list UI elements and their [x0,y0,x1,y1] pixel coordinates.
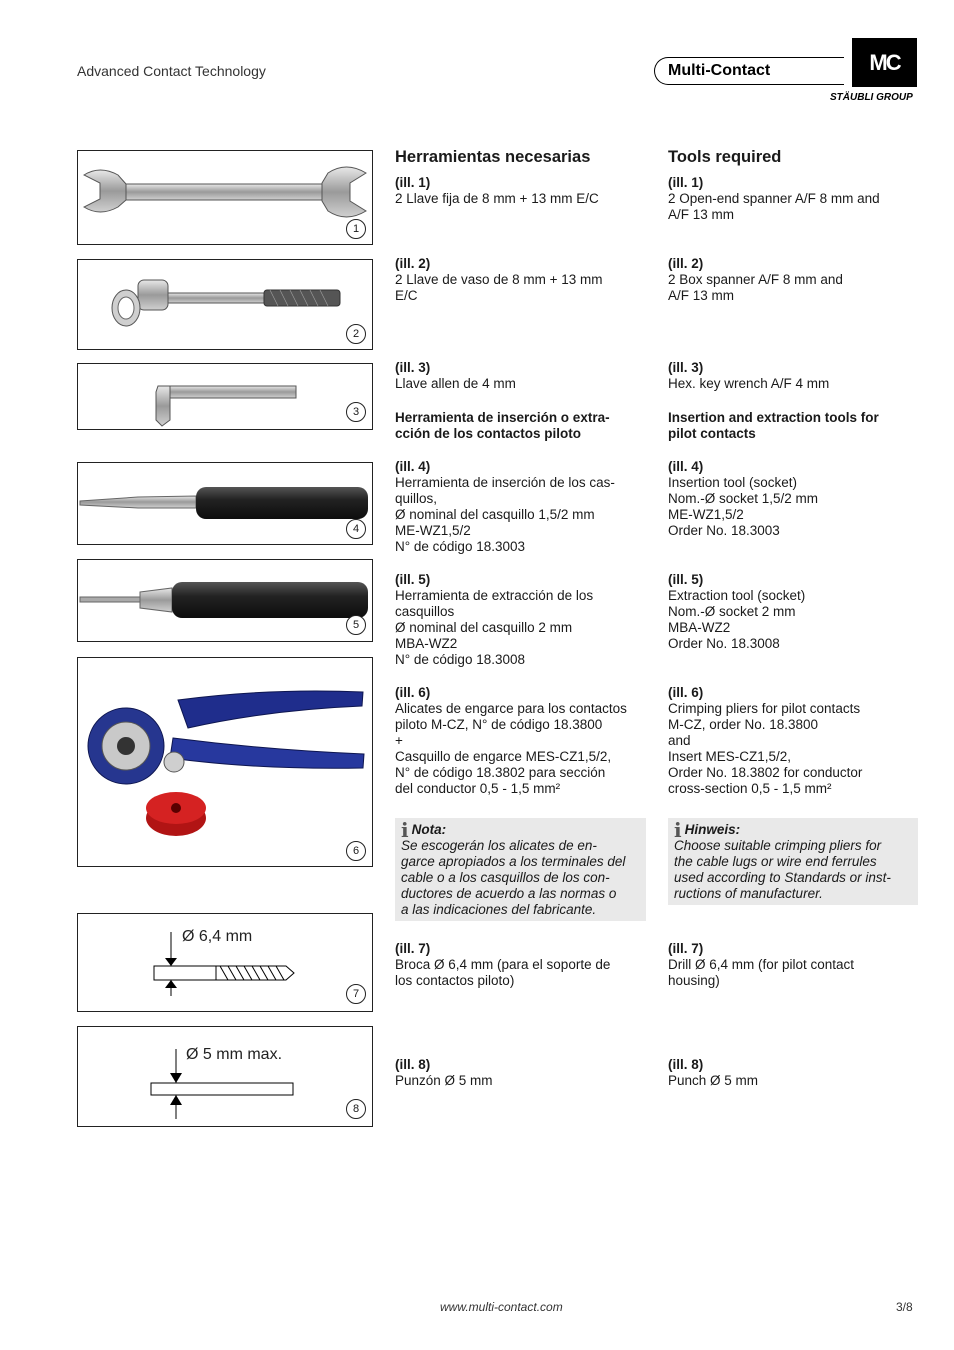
group-label: STÄUBLI GROUP [830,92,913,103]
figure-number: 1 [346,219,366,239]
item-4-es: (ill. 4) Herramienta de inserción de los cas- quillos, Ø nominal del casquillo 1,5/2 mm ME-WZ1,5/2 N° de código 18.3003 [395,459,615,554]
figure-number: 6 [346,841,366,861]
figure-number: 4 [346,519,366,539]
note-es: i Nota: Se escogerán los alicates de en- garce apropiados a los terminales del cable o a los casquillos de los con- ductores de acuerdo a las normas o a las indicaciones del fabricante. [395,818,646,921]
figure-4 [77,462,373,545]
figure-1 [77,150,373,245]
es-title: Herramientas necesarias [395,148,591,166]
figure-number: 3 [346,402,366,422]
brand-name: Multi-Contact [668,62,771,79]
item-7-en: (ill. 7) Drill Ø 6,4 mm (for pilot contact housing) [668,941,855,988]
open-end-spanner-icon [78,151,372,244]
crimping-pliers-icon [78,658,372,866]
item-1-es: (ill. 1) 2 Llave fija de 8 mm + 13 mm E/C [395,175,599,206]
es-subhead: Herramienta de inserción o extra- cción de los contactos piloto [395,410,610,441]
item-2-en: (ill. 2) 2 Box spanner A/F 8 mm and A/F 13 mm [668,256,843,303]
note-en: i Hinweis: Choose suitable crimping pliers for the cable lugs or wire end ferrules used according to Standards or inst- ructions of manufacturer. [668,818,918,905]
hex-key-icon [78,364,372,429]
item-6-es: (ill. 6) Alicates de engarce para los contactos piloto M-CZ, N° de código 18.3800 + Casquillo de engarce MES-CZ1,5/2, N° de código 18.3802 para sección del conductor 0,5 - 1,5 mm² [395,685,627,796]
info-icon: i [401,818,409,842]
info-icon: i [674,818,682,842]
en-subhead: Insertion and extraction tools for pilot contacts [668,410,879,441]
header-tagline: Advanced Contact Technology [77,63,266,79]
item-4-en: (ill. 4) Insertion tool (socket) Nom.-Ø socket 1,5/2 mm ME-WZ1,5/2 Order No. 18.3003 [668,459,819,538]
item-1-en: (ill. 1) 2 Open-end spanner A/F 8 mm and A/F 13 mm [668,175,880,222]
figure-2 [77,259,373,350]
item-3-en: (ill. 3) Hex. key wrench A/F 4 mm [668,360,830,391]
extraction-tool-icon [78,560,372,641]
figure-8 [77,1026,373,1127]
en-title: Tools required [668,148,782,166]
item-5-en: (ill. 5) Extraction tool (socket) Nom.-Ø socket 2 mm MBA-WZ2 Order No. 18.3008 [668,572,806,651]
footer-url[interactable]: www.multi-contact.com [440,1300,563,1314]
figure-3 [77,363,373,430]
punch-dimension-label: Ø 5 mm max. [186,1046,283,1063]
figure-7 [77,913,373,1012]
figure-number: 2 [346,324,366,344]
punch-icon [78,1027,372,1126]
drill-dimension-label: Ø 6,4 mm [182,928,253,945]
item-5-es: (ill. 5) Herramienta de extracción de los casquillos Ø nominal del casquillo 2 mm MBA-WZ2 N° de código 18.3008 [395,572,594,667]
figure-6 [77,657,373,867]
figure-number: 7 [346,984,366,1004]
item-3-es: (ill. 3) Llave allen de 4 mm [395,360,516,391]
figure-5 [77,559,373,642]
item-8-en: (ill. 8) Punch Ø 5 mm [668,1057,759,1088]
insertion-tool-icon [78,463,372,544]
box-spanner-icon [78,260,372,349]
figure-number: 8 [346,1099,366,1119]
item-6-en: (ill. 6) Crimping pliers for pilot contacts M-CZ, order No. 18.3800 and Insert MES-CZ1,5/2, Order No. 18.3802 for conductor cross-section 0,5 - 1,5 mm² [668,685,863,796]
item-8-es: (ill. 8) Punzón Ø 5 mm [395,1057,493,1088]
page-number: 3/8 [896,1300,913,1314]
mc-logo: MC [852,38,917,87]
item-2-es: (ill. 2) 2 Llave de vaso de 8 mm + 13 mm E/C [395,256,603,303]
item-7-es: (ill. 7) Broca Ø 6,4 mm (para el soporte de los contactos piloto) [395,941,611,988]
figure-number: 5 [346,615,366,635]
